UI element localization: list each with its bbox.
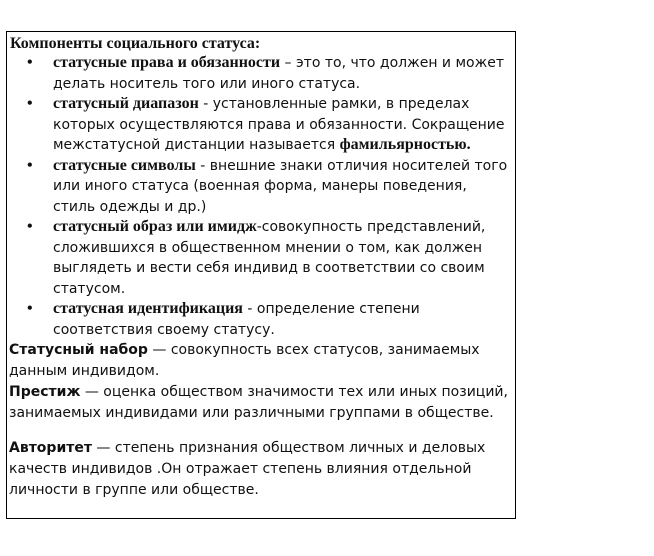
list-item <box>9 53 515 94</box>
spacer <box>9 424 515 438</box>
bullet-term: статусный образ или имидж <box>53 218 257 235</box>
bullet-dot-icon: • <box>27 300 33 317</box>
bullet-text: -совокупность представлений, сложившихся в общественном мнении о том, как должен выглядеть и вести себя индивид в соответствии со своим статусом. <box>53 219 486 297</box>
definition-text: — оценка обществом значимости тех или иных позиций, занимаемых индивидами или различными группами в обществе. <box>9 384 508 421</box>
bullet-dot-icon: • <box>27 95 33 112</box>
heading: Компоненты социального статуса: <box>10 35 261 52</box>
bullet-text: - определение степени соответствия своему статусу. <box>53 301 420 338</box>
bullet-list <box>9 53 515 340</box>
bullet-dot-icon: • <box>27 218 33 235</box>
bullet-term: статусные права и обязанности <box>53 54 281 71</box>
definition-term: Статусный набор <box>9 342 148 358</box>
bullet-text: - внешние знаки отличия носителей того или иного статуса (военная форма, манеры поведения, стиль одежды и др.) <box>53 157 508 215</box>
list-item <box>9 299 515 340</box>
bullet-term-emphasis: фамильярностью. <box>339 136 471 153</box>
definition-text: — степень признания обществом личных и деловых качеств индивидов .Он отражает степень влияния отдельной личности в группе или обществе. <box>9 440 486 498</box>
bullet-dot-icon: • <box>27 156 33 174</box>
bullet-term: статусный диапазон <box>53 95 199 112</box>
text-card <box>6 31 516 519</box>
bullet-dot-icon: • <box>27 54 33 71</box>
definition-text: — совокупность всех статусов, занимаемых данным индивидом. <box>9 342 480 379</box>
bullet-term: статусные символы <box>53 156 196 174</box>
list-item <box>9 217 515 299</box>
list-item <box>9 94 515 156</box>
bullet-text: – это то, что должен и может делать носитель того или иного статуса. <box>53 55 504 92</box>
bullet-text: - установленные рамки, в пределах которых осуществляются права и обязанности. Сокращение межстатусной дистанции называется <box>53 96 505 153</box>
definition-term: Авторитет <box>9 440 92 456</box>
bullet-term: статусная идентификация <box>53 300 243 317</box>
list-item <box>9 156 515 218</box>
definition-prestige <box>9 382 515 424</box>
definition-status-set <box>9 340 515 382</box>
definition-authority <box>9 438 515 501</box>
definition-term: Престиж <box>9 384 81 400</box>
